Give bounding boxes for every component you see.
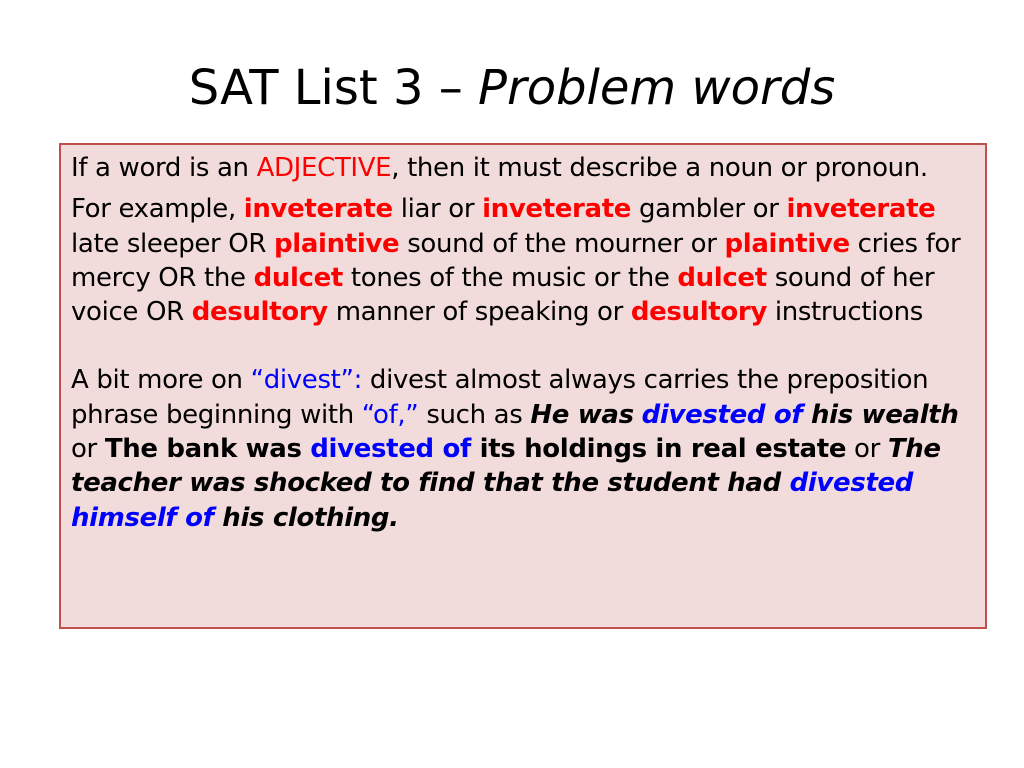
p2-text-6: cries for mercy OR the [71,228,961,293]
vocab-word-plaintive: plaintive [274,228,400,259]
paragraph-examples [71,192,975,329]
vocab-word-desultory: desultory [630,297,767,328]
p3-text-5: or [846,434,888,465]
p2-text-7: tones of the music or the [343,262,678,293]
vocab-word-inveterate: inveterate [482,194,632,225]
content-box [59,143,987,629]
vocab-word-inveterate: inveterate [243,194,393,225]
p1-text-2: , then it must describe a noun or pronoun. [391,153,928,183]
p3-text-2: divest almost always carries the preposition phrase beginning with [71,365,929,430]
example-3-start: The teacher was shocked to find that the student had [71,434,941,499]
vocab-word-plaintive: plaintive [724,228,850,259]
p2-text-9: manner of speaking or [327,297,631,328]
p3-text-1: A bit more on [71,365,251,396]
example-2-highlight: divested of [310,434,471,465]
p3-text-4: or [71,434,105,465]
example-2-start: The bank was [104,434,311,465]
p2-text-10: instructions [766,297,923,328]
title-italic: Problem words [478,60,836,116]
example-3-highlight: divested himself of [71,468,914,533]
adjective-term: ADJECTIVE [256,153,392,183]
paragraph-adjective-rule [71,151,975,185]
title-main: SAT List 3 – [188,60,479,116]
divest-term: “divest”: [250,365,363,396]
p2-text-5: sound of the mourner or [399,228,725,259]
vocab-word-dulcet: dulcet [253,262,343,293]
vocab-word-inveterate: inveterate [786,194,936,225]
example-1-highlight: divested of [641,399,803,430]
p2-text-4: late sleeper OR [71,228,275,259]
paragraph-divest [71,363,975,534]
example-3-end: his clothing. [213,502,399,533]
p2-text-2: liar or [392,194,483,225]
vocab-word-desultory: desultory [191,297,328,328]
p3-text-3: such as [418,399,531,430]
example-1-start: He was [530,399,634,430]
vocab-word-dulcet: dulcet [677,262,767,293]
example-1-end: his wealth [802,399,959,430]
p2-text-3: gambler or [631,194,787,225]
of-term: “of,” [361,399,419,430]
p2-text-8: sound of her voice OR [71,262,935,328]
slide-title [0,56,1024,120]
example-2-end: its holdings in real estate [470,434,847,465]
p1-text-1: If a word is an [71,153,257,183]
p2-text-1: For example, [71,194,244,225]
